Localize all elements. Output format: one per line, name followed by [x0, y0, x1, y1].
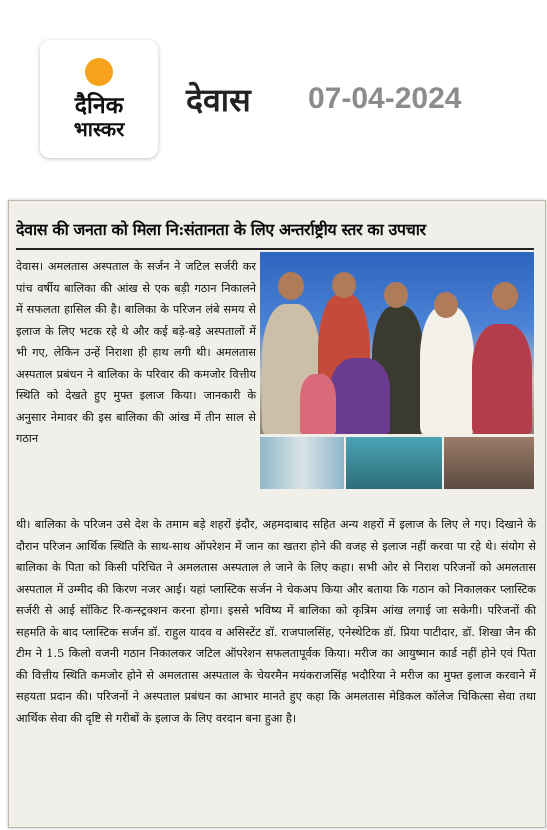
article-column-text: देवास। अमलतास अस्पताल के सर्जन ने जटिल सर्जरी कर पांच वर्षीय बालिका की आंख से एक बड़ी गठान निकालने में सफलता हासिल की है। बालिका के परिजन लंबे समय से इलाज के लिए भटक रहे थे और कई बड़े-बड़े अस्पतालों में भी गए, लेकिन उन्हें निराशा ही हाथ लगी थी। अमलतास अस्पताल प्रबंधन ने बालिका के परिवार की कमजोर वित्तीय स्थिति को देखते हुए मुफ्त इलाज किया। जानकारी के अनुसार नेमावर की इस बालिका की आंख में तीन साल से गठान [16, 260, 256, 445]
surgery-photo-strip [260, 437, 534, 489]
logo-line-1: दैनिक [74, 93, 124, 119]
article-body-text: थी। बालिका के परिजन उसे देश के तमाम बड़े शहरों इंदौर, अहमदाबाद सहित अन्य शहरों में इलाज के लिए ले गए। दिखाने के दौरान परिजन आर्थिक स्थिति के साथ-साथ ऑपरेशन में जान का खतरा होने की वजह से इलाज नहीं करवा पा रहे थे। संयोग से बालिका के पिता को किसी परिचित ने अमलतास अस्पताल ले जाने के लिए कहा। सभी ओर से निराश परिजनों को अमलतास अस्पताल में उम्मीद की किरण नजर आई। यहां प्लास्टिक सर्जन ने चेकअप किया और बताया कि गठान को निकालकर प्लास्टिक सर्जरी से आई सॉकिट रि-कन्स्ट्रक्शन करना होगा। इससे भविष्य में बालिका को कृत्रिम आंख लगाई जा सकेगी। परिजनों की सहमति के बाद प्लास्टिक सर्जन डॉ. राहुल यादव व असिस्टेंट डॉ. राजपालसिंह, एनेस्थेटिक डॉ. प्रिया पाटीदार, डॉ. शिखा जैन की टीम ने 1.5 किलो वजनी गठान निकालकर जटिल ऑपरेशन सफलतापूर्वक किया। मरीज का आयुष्मान कार्ड नहीं होने एवं पिता की वित्तीय स्थिति कमजोर होने से अमलतास अस्पताल के चेयरमैन मयंकराजसिंह भदौरिया ने मरीज का मुफ्त इलाज करवाने में सहयता प्रदान की। परिजनों ने अस्पताल प्रबंधन का आभार मानते हुए कहा कि अमलतास मेडिकल कॉलेज चिकित्सा सेवा तथा आर्थिक सेवा की दृष्टि से गरीबों के इलाज के लिए वरदान बना हुआ है। [16, 518, 536, 725]
logo-line-2: भास्कर [73, 117, 125, 141]
city-name: देवास [186, 81, 251, 119]
sun-icon [85, 58, 113, 86]
group-photo [260, 252, 534, 434]
app-header [0, 0, 547, 190]
edition-date: 07-04-2024 [308, 82, 462, 115]
dainik-bhaskar-logo[interactable] [40, 40, 158, 158]
article-headline: देवास की जनता को मिला नि:संतानता के लिए अन्तर्राष्ट्रीय स्तर का उपचार [16, 220, 426, 239]
headline-divider [16, 248, 534, 250]
